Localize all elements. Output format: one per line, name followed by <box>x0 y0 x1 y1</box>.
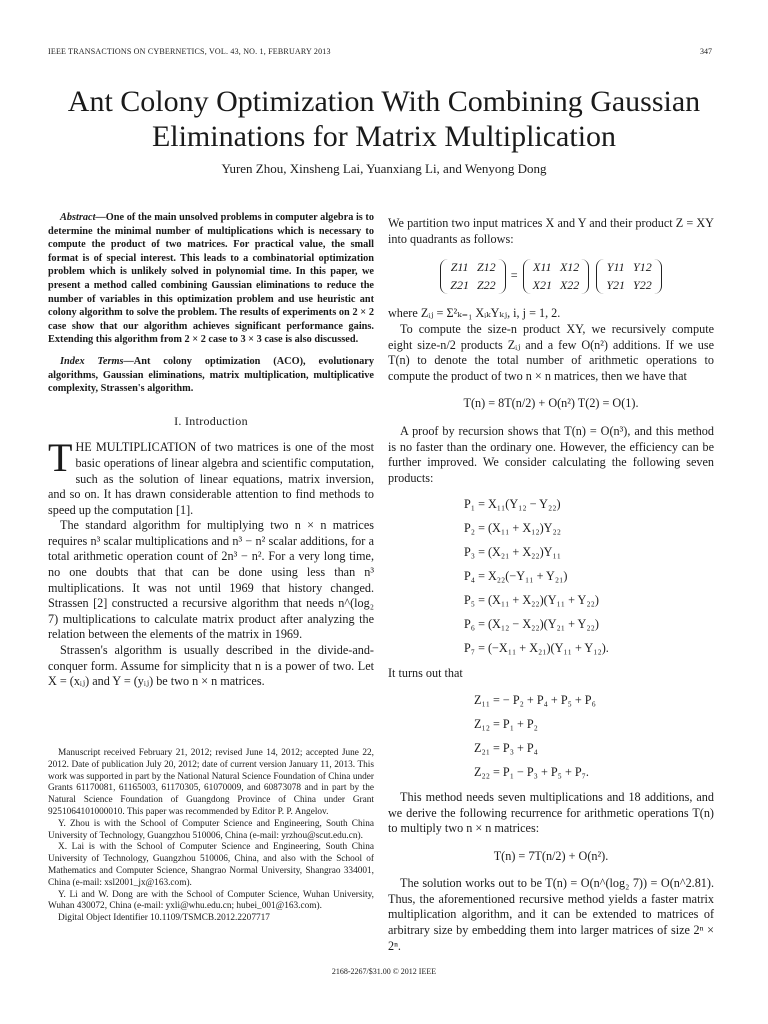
z-line: Z₂₁ = P₃ + P₄ <box>474 740 538 755</box>
index-terms <box>48 355 374 396</box>
z-line: Z₁₂ = P₁ + P₂ <box>474 716 538 731</box>
matrix-cell: X22 <box>559 277 580 292</box>
abstract <box>48 211 374 347</box>
recursion-paragraph: To compute the size-n product XY, we recursively compute eight size-n/2 products Zᵢⱼ and a few O(n²) additions. If we use T(n) to denote the total number of arithmetic operations to compute the product of two n × n matrices, then we have that <box>388 321 714 383</box>
index-terms-text: Ant colony optimization (ACO), evolutionary algorithms, Gaussian eliminations, matrix multiplication, multiplicative complexity, Strassen's algorithm. <box>48 355 374 395</box>
product-line: P₆ = (X₁₂ − X₂₂)(Y₂₁ + Y₂₂) <box>464 617 599 632</box>
matrix-cell: Z21 <box>450 277 469 292</box>
matrix-cell: X11 <box>533 260 552 275</box>
product-line: P₂ = (X₁₁ + X₁₂)Y₂₂ <box>464 521 561 536</box>
z-line: Z₂₂ = P₁ − P₃ + P₅ + P₇. <box>474 764 589 779</box>
z-equations <box>474 688 714 784</box>
authors: Yuren Zhou, Xinsheng Lai, Yuanxiang Li, and Wenyong Dong <box>221 161 547 176</box>
strassen-paragraph: This method needs seven multiplications and 18 additions, and we derive the following recurrence for arithmetic operations T(n) to multiply two n × n matrices: <box>388 789 714 836</box>
matrix-cell: Z22 <box>476 277 496 292</box>
footnote-item: Y. Zhou is with the School of Computer Science and Engineering, South China University of Technology, Guangzhou 510006, China (e-mail: yrzhou@scut.edu.cn). <box>48 818 374 841</box>
proof-paragraph: A proof by recursion shows that T(n) = O(n³), and this method is no faster than the ordinary one. However, the efficiency can be further improved. We consider calculating the following seven products: <box>388 423 714 485</box>
abstract-text: One of the main unsolved problems in computer algebra is to determine the minimal number of multiplications which is necessary to compute the product of two matrices. For practical value, the small format is of special interest. This leads to a combinatorial optimization problem which is unlikely solved in polynomial time. In this paper, we present a method called combining Gaussian eliminations to reduce the number of variables in this optimization problem and use heuristic ant colony algorithm to solve the problem. The results of experiments on 2 × 2 case show that our algorithm achieves significant performance gains. Extending this algorithm from 2 × 2 case to 3 × 3 case is also discussed. <box>48 212 374 346</box>
intro-text-1: HE MULTIPLICATION of two matrices is one of the most basic operations of linear algebra and scientific computation, such as the solution of linear equations, matrix inversion, and so on. It has drawn considerable attention to find methods to speed up the computation [1]. <box>48 440 374 517</box>
equals-sign: = <box>510 268 518 283</box>
intro-paragraph-3: Strassen's algorithm is usually described in the divide-and-conquer form. Assume for simplicity that n is a power of two. Let X = (xᵢⱼ) and Y = (yᵢⱼ) be two n × n matrices. <box>48 643 374 689</box>
matrix-cell: Y22 <box>633 277 652 292</box>
matrix-cell: X12 <box>559 260 580 275</box>
partition-paragraph: We partition two input matrices X and Y and their product Z = XY into quadrants as follows: <box>388 216 714 246</box>
index-terms-label: Index Terms— <box>60 355 134 367</box>
matrix-cell: X21 <box>532 277 552 292</box>
matrix-cell: Z12 <box>476 260 496 275</box>
footnote <box>48 748 374 925</box>
matrix-z <box>440 259 505 294</box>
matrix-cell: Y21 <box>606 277 626 292</box>
product-line: P₇ = (−X₁₁ + X₂₁)(Y₁₁ + Y₁₂). <box>464 641 609 656</box>
matrix-cell: Y11 <box>606 260 625 275</box>
product-line: P₁ = X₁₁(Y₁₂ − Y₂₂) <box>464 497 561 512</box>
recurrence-equation-1: T(n) = 8T(n/2) + O(n²) T(2) = O(1). <box>463 396 639 411</box>
copyright-line: 2168-2267/$31.00 © 2012 IEEE <box>331 967 437 976</box>
matrix-cell: Z11 <box>450 260 469 275</box>
page-number: 347 <box>700 47 712 56</box>
footnote-item: Manuscript received February 21, 2012; revised June 14, 2012; accepted June 22, 2012. Date of publication July 20, 2012; date of current version January 11, 2013. This work was supported in part by the National Natural Science Foundation of China under Grants 61170081, 61165003, 61170305, 61070009, and 60873078 and in part by the Natural Science Foundation of Guangdong Province of China under Grant 9251064101000010. This paper was recommended by Editor P. P. Angelov. <box>48 748 374 817</box>
right-column <box>388 216 714 954</box>
footnote-item: Y. Li and W. Dong are with the School of Computer Science, Wuhan University, Wuhan 430072, China (e-mail: yxli@whu.edu.cn; hubei_001@163.com). <box>48 889 374 912</box>
matrix-cell: Y12 <box>633 260 652 275</box>
z-line: Z₁₁ = − P₂ + P₄ + P₅ + P₆ <box>474 692 596 707</box>
footnote-item: X. Lai is with the School of Computer Science and Engineering, South China University of Technology, Guangzhou 510006, China, and also with the School of Mathematics and Computer Science, Shangrao Normal University, Shangrao 334001, China (e-mail: xsl2001_jx@163.com). <box>48 842 374 888</box>
intro-paragraph-2: The standard algorithm for multiplying two n × n matrices requires n³ scalar multiplications and n³ − n² scalar additions, for a total arithmetic operation count of 2n³ − n². For a very long time, no one doubts that that can be done using less than n³ multiplications. It was not until 1969 that history changed. Strassen [2] constructed a recursive algorithm that needs n^(log₂ 7) multiplications to calculate matrix product after analyzing the relation between the elements of the matrix in 1969. <box>48 518 374 642</box>
abstract-label: Abstract— <box>60 212 106 223</box>
drop-cap: T <box>48 435 73 481</box>
left-column <box>48 211 374 690</box>
matrix-equation <box>388 259 714 294</box>
solution-paragraph: The solution works out to be T(n) = O(n^(log₂ 7)) = O(n^2.81). Thus, the aforementioned recursive method yields a faster matrix multiplication algorithm, and it can be extended to matrices of arbitrary size by embedding them into larger matrices of size 2ⁿ × 2ⁿ. <box>388 876 714 953</box>
products-list <box>464 492 714 660</box>
section-heading: I. Introduction <box>174 413 248 428</box>
product-line: P₅ = (X₁₁ + X₂₂)(Y₁₁ + Y₂₂) <box>464 593 599 608</box>
matrix-y <box>596 259 661 294</box>
footnote-item: Digital Object Identifier 10.1109/TSMCB.2012.2207717 <box>58 913 270 924</box>
matrix-x <box>523 259 590 294</box>
where-line: where Zᵢⱼ = Σ²ₖ₌₁ XᵢₖYₖⱼ, i, j = 1, 2. <box>388 306 561 321</box>
product-line: P₄ = X₂₂(−Y₁₁ + Y₂₁) <box>464 569 568 584</box>
turns-out-line: It turns out that <box>388 666 463 681</box>
paper-title: Ant Colony Optimization With Combining Gaussian Eliminations for Matrix Multiplication <box>67 85 701 153</box>
journal-header: IEEE TRANSACTIONS ON CYBERNETICS, VOL. 43, NO. 1, FEBRUARY 2013 <box>48 47 331 56</box>
intro-paragraph-1 <box>48 435 374 518</box>
recurrence-equation-2: T(n) = 7T(n/2) + O(n²). <box>493 848 609 863</box>
product-line: P₃ = (X₂₁ + X₂₂)Y₁₁ <box>464 545 561 560</box>
